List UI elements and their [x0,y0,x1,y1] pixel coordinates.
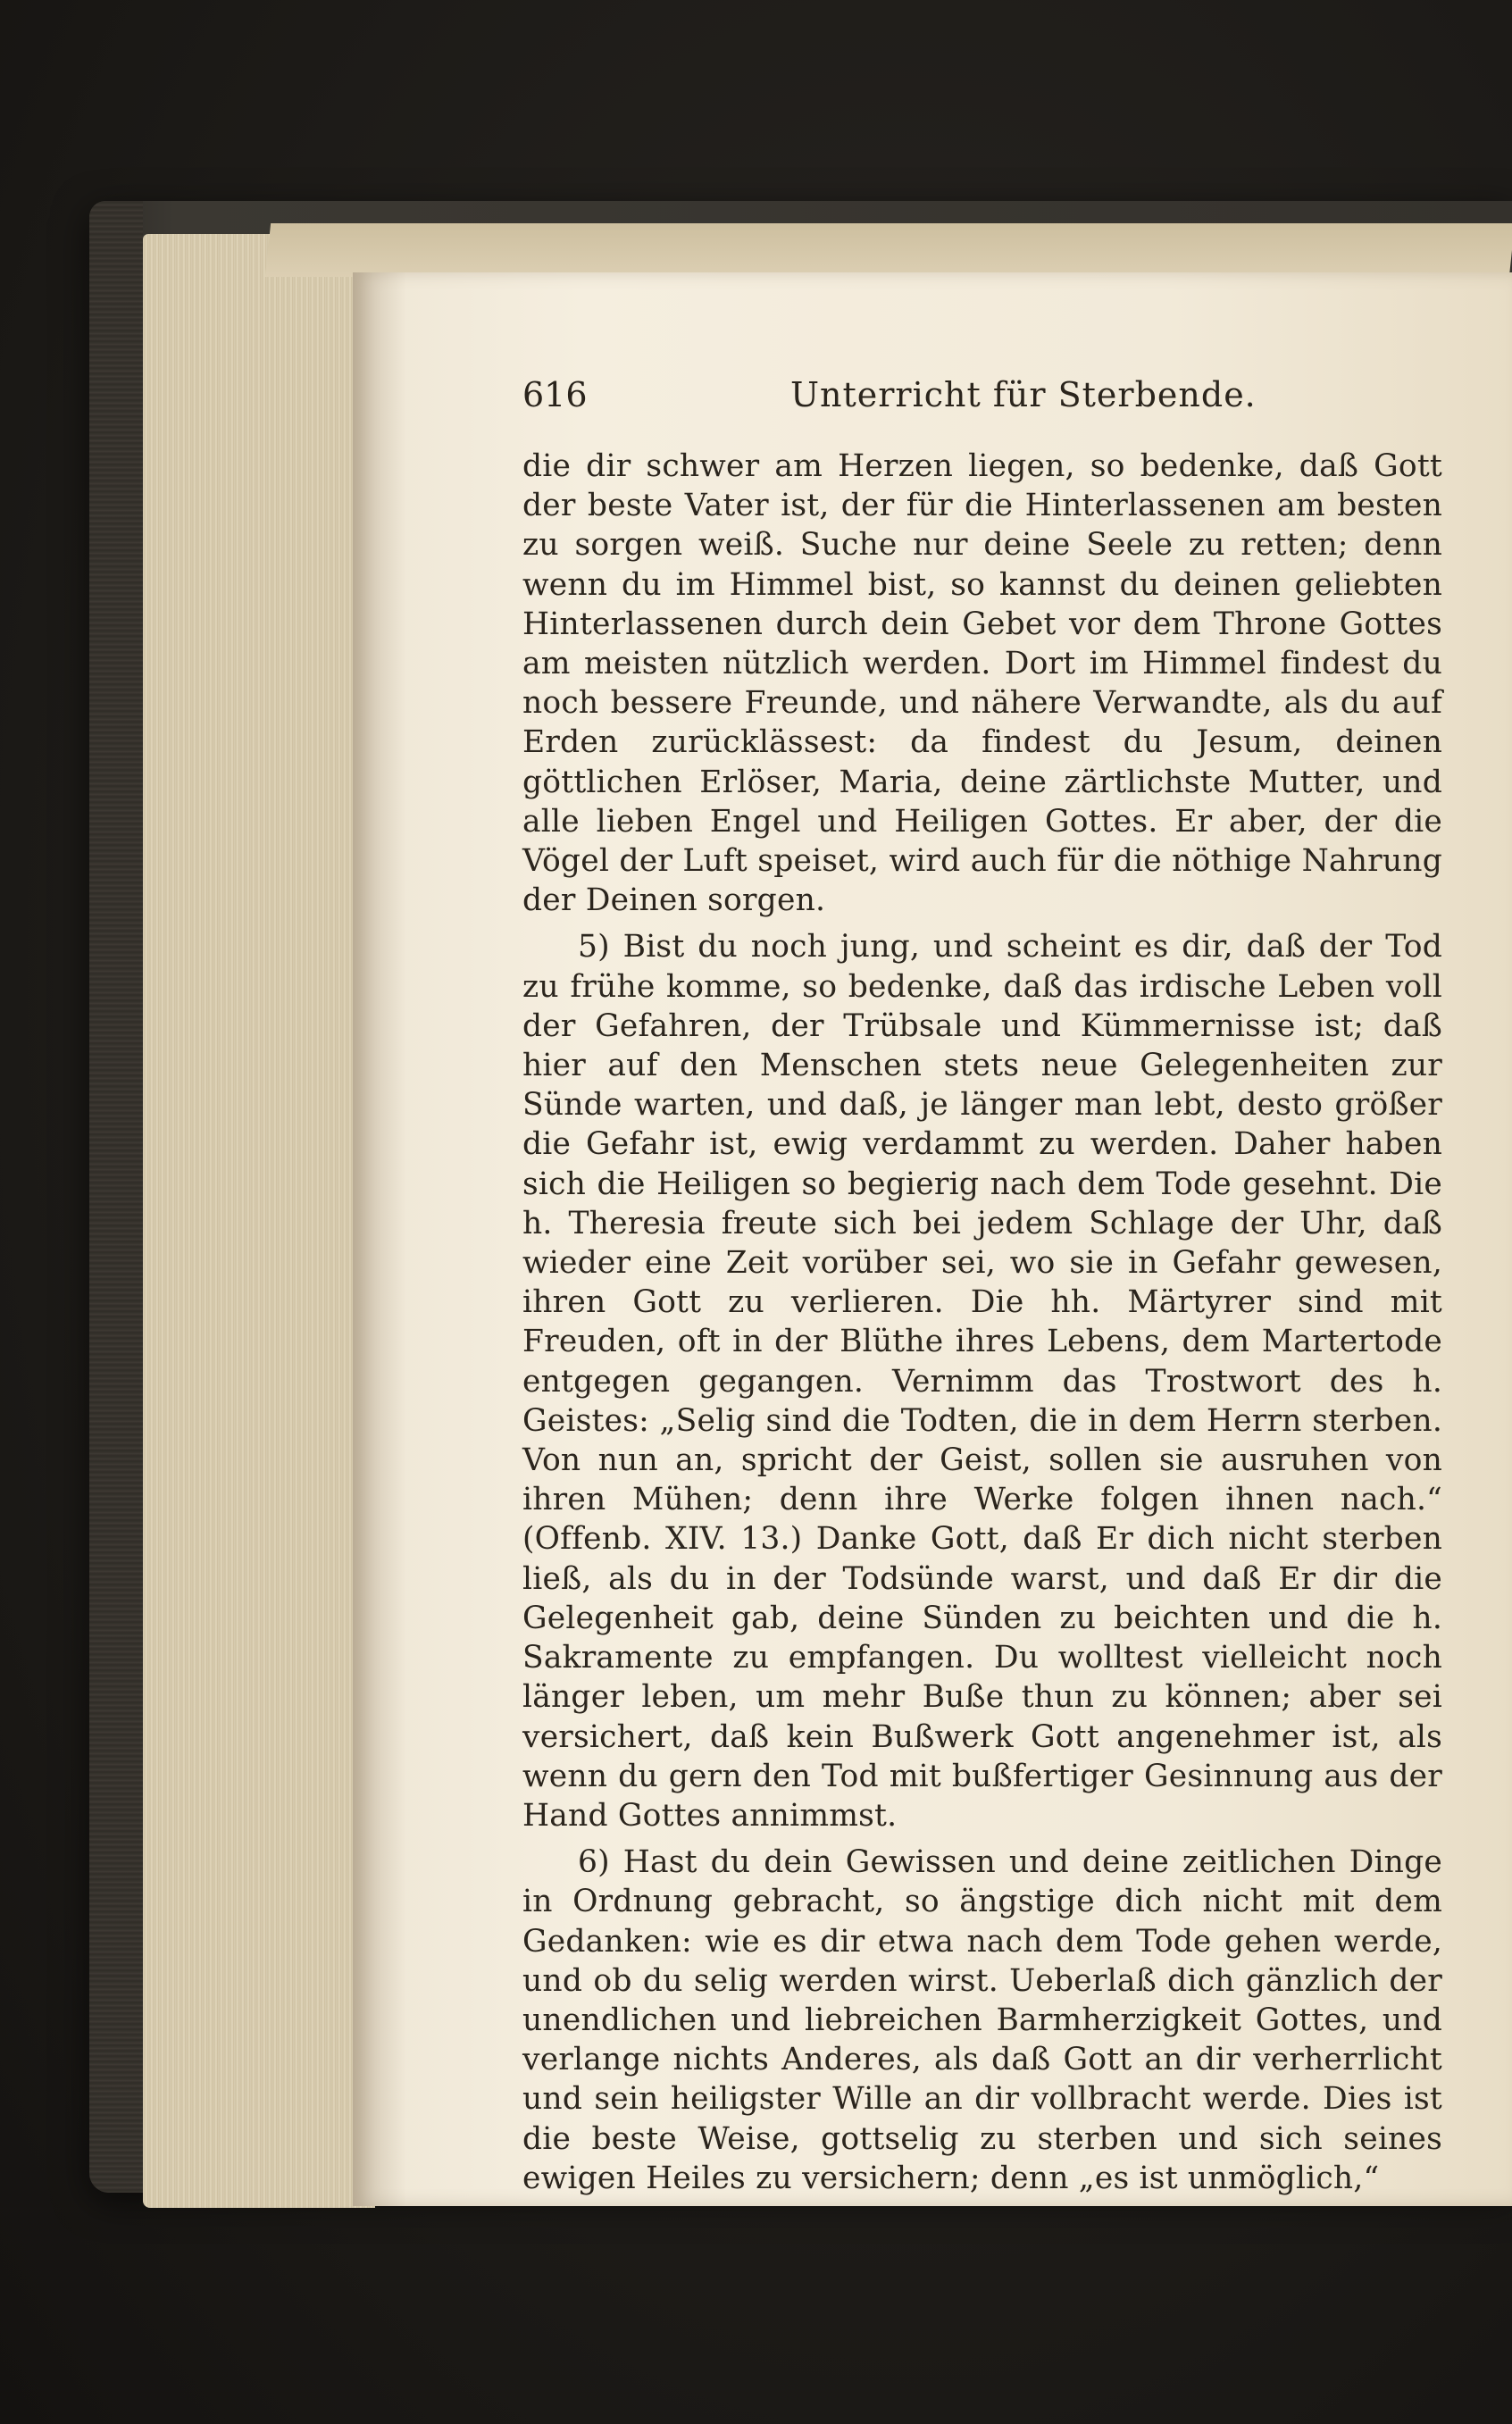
book-spine-edge [89,201,143,2193]
paragraph-6: 6) Hast du dein Gewissen und deine zeitlichen Dinge in Ordnung gebracht, so ängstige dich nicht mit dem Gedanken: wie es dir etwa nach dem Tode gehen werde, und ob du selig werden wirst. Ueberlaß dich gänzlich der unendlichen und liebreichen Barmherzigkeit Gottes, und verlange nichts Anderes, als daß Gott an dir verherrlicht und sein heiligster Wille an dir vollbracht werde. Dies ist die beste Weise, gottselig zu sterben und sich seines ewigen Heiles zu versichern; denn „es ist unmöglich,“ [522,1844,1442,2196]
gutter-shadow [353,272,406,2206]
page-edges [143,234,375,2208]
paragraph-continuation: die dir schwer am Herzen liegen, so bedenke, daß Gott der beste Vater ist, der für die Hinterlassenen am besten zu sorgen weiß. Suche nur deine Seele zu retten; denn wenn du im Himmel bist, so kannst du deinen geliebten Hinterlassenen durch dein Gebet vor dem Throne Gottes am meisten nützlich werden. Dort im Himmel findest du noch bessere Freunde, und nähere Verwandte, als du auf Erden zurücklässest: da findest du Jesum, deinen göttlichen Erlöser, Maria, deine zärtlichste Mutter, und alle lieben Engel und Heiligen Gottes. Er aber, der die Vögel der Luft speiset, wird auch für die nöthige Nahrung der Deinen sorgen. [522,448,1442,919]
body-text [522,447,1442,2196]
page-header [522,375,1469,429]
page-number: 616 [522,375,588,414]
page-block-top [265,223,1512,277]
running-head: Unterricht für Sterbende. [790,375,1257,414]
paragraph-5: 5) Bist du noch jung, und scheint es dir, daß der Tod zu frühe komme, so bedenke, daß das irdische Leben voll der Gefahren, der Trübsale und Kümmernisse ist; daß hier auf den Menschen stets neue Gelegenheiten zur Sünde warten, und daß, je länger man lebt, desto größer die Gefahr ist, ewig verdammt zu werden. Daher haben sich die Heiligen so begierig nach dem Tode gesehnt. Die h. Theresia freute sich bei jedem Schlage der Uhr, daß wieder eine Zeit vorüber sei, wo sie in Gefahr gewesen, ihren Gott zu verlieren. Die hh. Märtyrer sind mit Freuden, oft in der Blüthe ihres Lebens, dem Martertode entgegen gegangen. Vernimm das Trostwort des h. Geistes: „Selig sind die Todten, die in dem Herrn sterben. Von nun an, spricht der Geist, sollen sie ausruhen von ihren Mühen; denn ihre Werke folgen ihnen nach.“ (Offenb. XIV. 13.) Danke Gott, daß Er dich nicht sterben ließ, als du in der Todsünde warst, und daß Er dir die Gelegenheit gab, deine Sünden zu beichten und die h. Sakramente zu empfangen. Du wolltest vielleicht noch länger leben, um mehr Buße thun zu können; aber sei versichert, daß kein Bußwerk Gott angenehmer ist, als wenn du gern den Tod mit bußfertiger Gesinnung aus der Hand Gottes annimmst. [522,929,1442,1834]
